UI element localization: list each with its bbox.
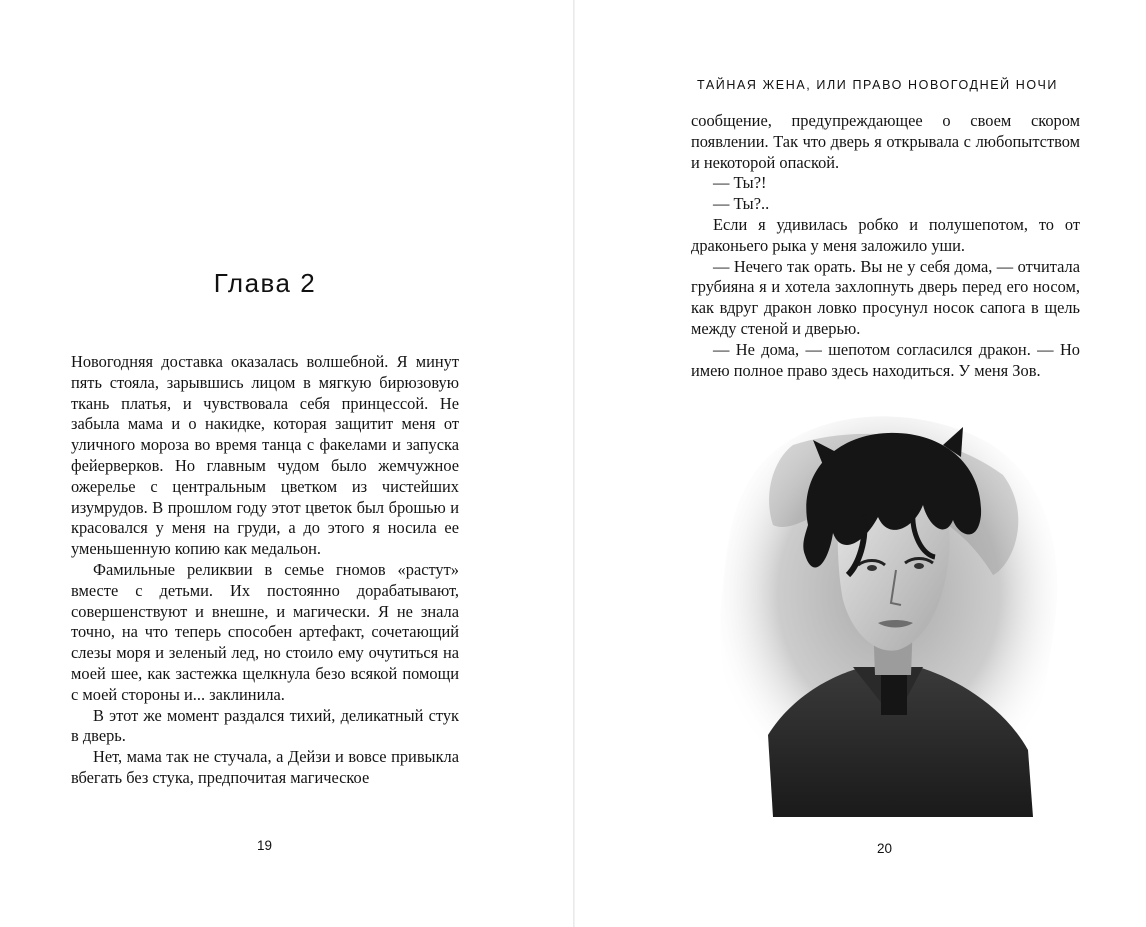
dragon-portrait-illustration: [713, 405, 1063, 817]
running-head-text: ТАЙНАЯ ЖЕНА, ИЛИ ПРАВО НОВОГОДНЕЙ НОЧИ: [697, 78, 1058, 92]
paragraph: — Ты?!: [713, 173, 767, 193]
chapter-title: Глава 2: [213, 268, 317, 298]
paragraph: Если я удивилась робко и полушепотом, то от драконьего рыка у меня заложило уши.: [691, 214, 1080, 255]
right-page: [575, 0, 1146, 927]
paragraph: сообщение, предупреждающее о своем скором появлении. Так что дверь я открывала с любопытством и некоторой опаской.: [691, 111, 1080, 172]
left-body-text: [71, 352, 459, 789]
paragraph: Нет, мама так не стучала, а Дейзи и вовсе привыкла вбегать без стука, предпочитая магическое: [71, 747, 459, 787]
page-number-left: 19: [257, 838, 273, 853]
paragraph: — Ты?..: [713, 194, 770, 214]
paragraph: В этот же момент раздался тихий, деликатный стук в дверь.: [71, 705, 459, 746]
running-head: [575, 76, 1146, 94]
paragraph: Фамильные реликвии в семье гномов «растут» вместе с детьми. Их постоянно дорабатывают, совершенствуют и внешне, и магически. Я не знала точно, на что теперь способен артефакт, сочетающий слезы моря и зеленый лед, но стоило ему очутиться на моей шее, как застежка щелкнула безо всякой помощи с моей стороны и... заклинила.: [71, 559, 459, 704]
paragraph: — Не дома, — шепотом согласился дракон. — Но имею полное право здесь находиться. У меня Зов.: [691, 339, 1080, 380]
page-number-right: 20: [877, 841, 893, 856]
right-body-text: [691, 111, 1080, 381]
paragraph: Новогодняя доставка оказалась волшебной. Я минут пять стояла, зарывшись лицом в мягкую бирюзовую ткань платья, и чувствовала себя принцессой. Не забыла мама и о накидке, которая защитит меня от уличного мороза во время танца с факелами и запуска фейерверков. Но главным чудом было жемчужное ожерелье с центральным цветком из чистейших изумрудов. В прошлом году этот цветок был брошью и красовался у меня на груди, а до этого я носила ее уменьшенную копию как медальон.: [71, 352, 459, 559]
paragraph: — Нечего так орать. Вы не у себя дома, — отчитала грубияна я и хотела захлопнуть дверь перед его носом, как вдруг дракон ловко просунул носок сапога в щель между стеной и дверью.: [691, 256, 1080, 338]
